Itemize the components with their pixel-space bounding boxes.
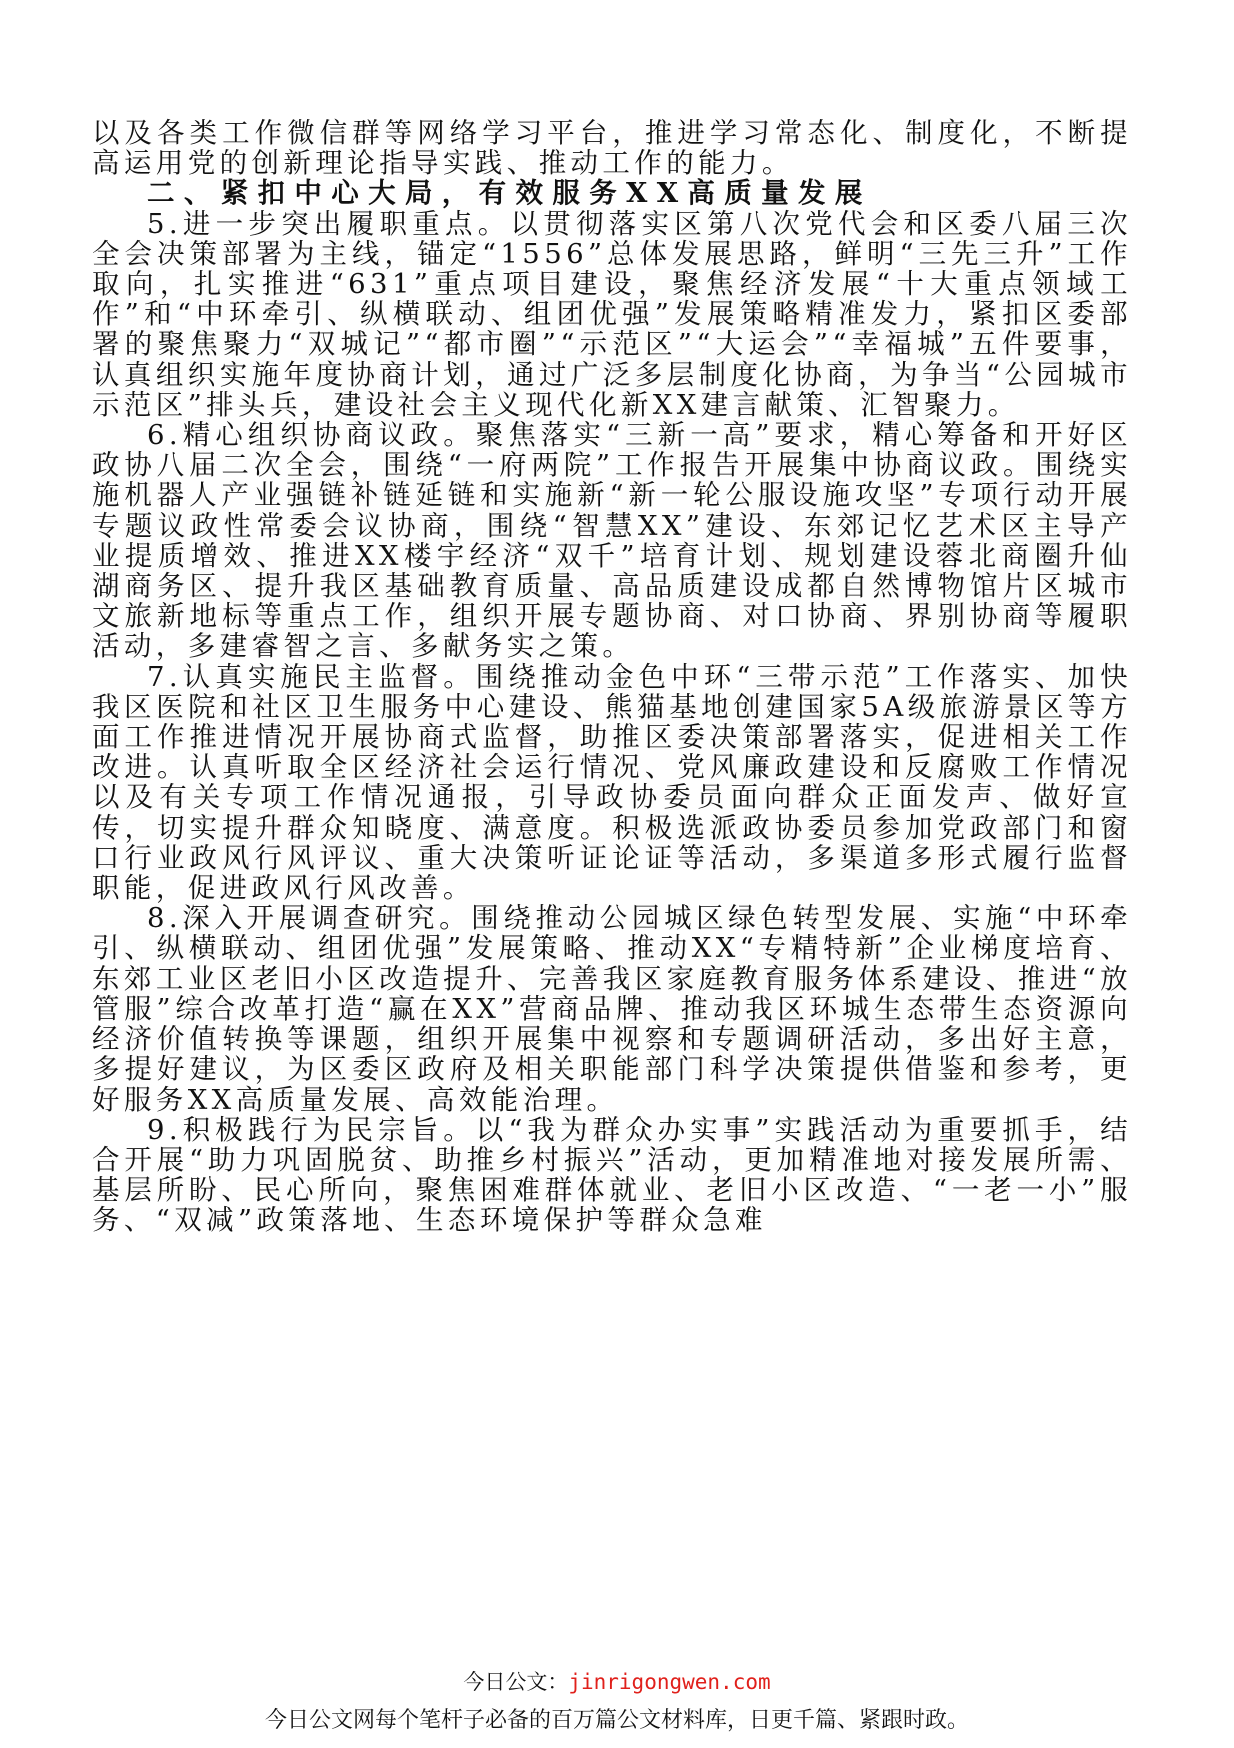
paragraph-item-7: 7.认真实施民主监督。围绕推动金色中环“三带示范”工作落实、加快我区医院和社区卫生服务中心建设、熊猫基地创建国家5A级旅游景区等方面工作推进情况开展协商式监督，助推区委决策部署落实，促进相关工作改进。认真听取全区经济社会运行情况、党风廉政建设和反腐败工作情况以及有关专项工作情况通报，引导政协委员面向群众正面发声、做好宣传，切实提升群众知晓度、满意度。积极选派政协委员参加党政部门和窗口行业政风行风评议、重大决策听证论证等活动，多渠道多形式履行监督职能，促进政风行风改善。: [92, 660, 1132, 905]
section-heading: 二、紧扣中心大局，有效服务XX高质量发展: [147, 177, 872, 210]
paragraph-item-8: 8.深入开展调查研究。围绕推动公园城区绿色转型发展、实施“中环牵引、纵横联动、组团优强”发展策略、推动XX“专精特新”企业梯度培育、东郊工业区老旧小区改造提升、完善我区家庭教育服务体系建设、推进“放管服”综合改革打造“赢在XX”营商品牌、推动我区环城生态带生态资源向经济价值转换等课题，组织开展集中视察和专题调研活动，多出好主意，多提好建议，为区委区政府及相关职能部门科学决策提供借鉴和参考，更好服务XX高质量发展、高效能治理。: [92, 902, 1132, 1116]
document-body: [92, 118, 1132, 1236]
footer-site-url-link[interactable]: jinrigongwen.com: [568, 1670, 771, 1694]
paragraph-continuation: 以及各类工作微信群等网络学习平台，推进学习常态化、制度化，不断提高运用党的创新理论指导实践、推动工作的能力。: [92, 117, 1132, 180]
paragraph-item-9: 9.积极践行为民宗旨。以“我为群众办实事”实践活动为重要抓手，结合开展“助力巩固脱贫、助推乡村振兴”活动，更加精准地对接发展所需、基层所盼、民心所向，聚焦困难群体就业、老旧小区改造、“一老一小”服务、“双减”政策落地、生态环境保护等群众急难: [92, 1113, 1132, 1237]
paragraph-item-5: 5.进一步突出履职重点。以贯彻落实区第八次党代会和区委八届三次全会决策部署为主线，锚定“1556”总体发展思路，鲜明“三先三升”工作取向，扎实推进“631”重点项目建设，聚焦经济发展“十大重点领域工作”和“中环牵引、纵横联动、组团优强”发展策略精准发力，紧扣区委部署的聚焦聚力“双城记”“都市圈”“示范区”“大运会”“幸福城”五件要事，认真组织实施年度协商计划，通过广泛多层制度化协商，为争当“公园城市示范区”排头兵，建设社会主义现代化新XX建言献策、汇智聚力。: [92, 207, 1132, 421]
paragraph-item-6: 6.精心组织协商议政。聚焦落实“三新一高”要求，精心筹备和开好区政协八届二次全会，围绕“一府两院”工作报告开展集中协商议政。围绕实施机器人产业强链补链延链和实施新“新一轮公服设施攻坚”专项行动开展专题议政性常委会议协商，围绕“智慧XX”建设、东郊记忆艺术区主导产业提质增效、推进XX楼宇经济“双千”培育计划、规划建设蓉北商圈升仙湖商务区、提升我区基础教育质量、高品质建设成都自然博物馆片区城市文旅新地标等重点工作，组织开展专题协商、对口协商、界别协商等履职活动，多建睿智之言、多献务实之策。: [92, 419, 1132, 663]
footer-site-label: 今日公文：: [463, 1670, 569, 1694]
footer-slogan: 今日公文网每个笔杆子必备的百万篇公文材料库，日更千篇、紧跟时政。: [264, 1708, 969, 1733]
footer-site-line: [0, 1666, 1234, 1696]
